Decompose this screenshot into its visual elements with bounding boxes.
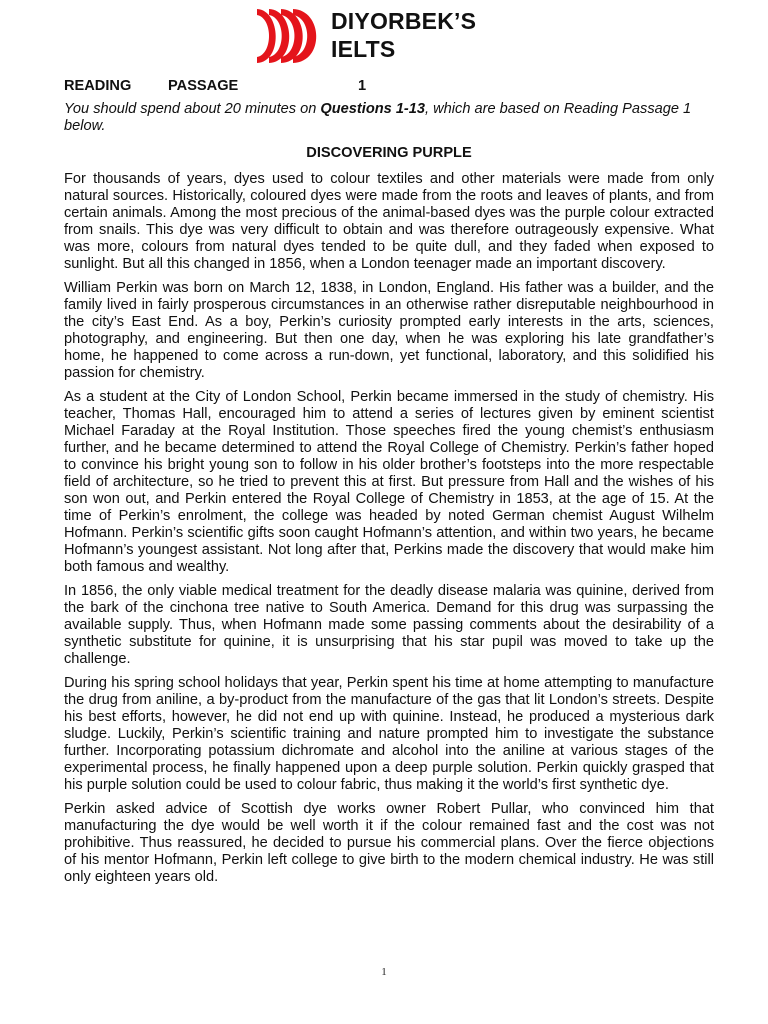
paragraph-2: William Perkin was born on March 12, 1838, in London, England. His father was a builder, and the family lived in fairly prosperous circumstances in an otherwise rather disreputable neighbourhood in the city’s East End. As a boy, Perkin’s curiosity prompted early interests in the arts, sciences, photography, and engineering. But then one day, when he was exploring his late grandfather’s home, he happened to come across a run-down, yet functional, laboratory, and this solidified his passion for chemistry. — [64, 280, 714, 381]
instructions — [64, 101, 714, 135]
instructions-suffix: , which are based on Reading Passage 1 below. — [64, 101, 692, 134]
paragraph-6: Perkin asked advice of Scottish dye works owner Robert Pullar, who convinced him that manufacturing the dye would be well worth it if the colour remained fast and the cost was not prohibitive. Thus reassured, he decided to pursue his commercial plans. Over the fierce objections of his mentor Hofmann, Perkin left college to give birth to the modern chemical industry. He was still only eighteen years old. — [64, 801, 714, 885]
paragraph-1: For thousands of years, dyes used to colour textiles and other materials were made from only natural sources. Historically, coloured dyes were made from the roots and leaves of plants, and from certain animals. Among the most precious of the animal-based dyes was the purple colour extracted from snails. This dye was very difficult to obtain and was therefore outrageously expensive. What was more, colours from natural dyes tended to be quite dull, and they faded when exposed to sunlight. But all this changed in 1856, when a London teenager made an important discovery. — [64, 171, 714, 272]
paragraph-5: During his spring school holidays that year, Perkin spent his time at home attempting to manufacture the drug from aniline, a by-product from the manufacture of the gas that lit London’s streets. Despite his best efforts, however, he did not end up with quinine. Instead, he produced a mysterious dark sludge. Luckily, Perkin’s scientific training and nature prompted him to investigate the substance further. Incorporating potassium dichromate and alcohol into the aniline at various stages of the experimental process, he finally happened upon a deep purple solution. Perkin quickly grasped that his purple solution could be used to colour fabric, thus making it the world’s first synthetic dye. — [64, 675, 714, 793]
paragraph-4: In 1856, the only viable medical treatment for the deadly disease malaria was quinine, derived from the bark of the cinchona tree native to South America. Demand for this drug was surpassing the available supply. Thus, when Hofmann made some passing comments about the desirability of a synthetic substitute for quinine, it is unsurprising that his star pupil was moved to take up the challenge. — [64, 583, 714, 667]
page-number: 1 — [381, 966, 387, 978]
passage-heading — [64, 76, 714, 96]
paragraph-3: As a student at the City of London School, Perkin became immersed in the study of chemistry. His teacher, Thomas Hall, encouraged him to attend a series of lectures given by eminent scientist Michael Faraday at the Royal Institution. Those speeches fired the young chemist’s enthusiasm further, and he became determined to attend the Royal College of Chemistry. Perkin’s father hoped to convince his bright young son to follow in his older brother’s footsteps into the more respectable field of architecture, so he tried to prevent this at first. But pressure from Hall and the wishes of his son won out, and Perkin entered the Royal College of Chemistry in 1853, at the age of 15. At the time of Perkin’s enrolment, the college was headed by noted German chemist August Wilhelm Hofmann. Perkin’s scientific gifts soon caught Hofmann’s attention, and within two years, he became Hofmann’s youngest assistant. Not long after that, Perkins made the discovery that would make him both famous and wealthy. — [64, 389, 714, 575]
logo — [255, 6, 495, 68]
logo-line-1: DIYORBEK’S — [331, 8, 477, 34]
logo-line-2: IELTS — [331, 36, 396, 62]
logo-chevrons-icon — [255, 6, 327, 66]
instructions-prefix: You should spend about 20 minutes on — [64, 101, 321, 117]
instructions-questions: Questions 1-13 — [320, 101, 426, 117]
heading-reading: READING — [64, 78, 132, 94]
heading-number: 1 — [358, 78, 367, 94]
heading-passage: PASSAGE — [168, 78, 239, 94]
passage-title: DISCOVERING PURPLE — [306, 145, 472, 161]
logo-text — [331, 7, 476, 63]
document-body — [64, 76, 714, 893]
